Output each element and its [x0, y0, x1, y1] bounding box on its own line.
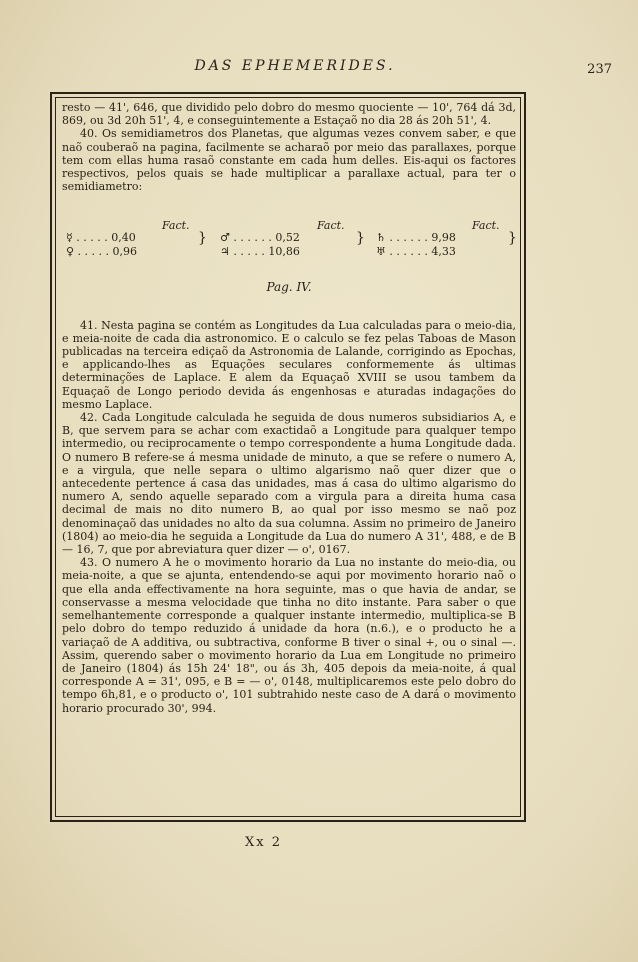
signature-mark: Xx 2: [245, 835, 282, 850]
factor-value: 9,98: [431, 231, 456, 245]
brace-icon: }: [356, 230, 365, 247]
page-number: 237: [587, 62, 612, 77]
factors-table: [62, 219, 516, 259]
brace-icon: }: [508, 230, 517, 247]
paragraph-42: 42. Cada Longitude calculada he seguida de dous numeros subsidiarios A, e B, que servem para se achar com exactidaõ a Longitude para qualquer tempo intermedio, ou reciprocamente o tempo correspondente a huma Longitude dada. O numero B refere-se á mesma unidade de minuto, a que se refere o numero A, e a virgula, que nelle separa o ultimo algarismo naõ quer dizer que o antecedente pertence á casa das unidades, mas á casa do ultimo algarismo do numero A, sendo aquelle separado com a virgula para a direita huma casa decimal de mais no dito numero B, ao qual por isso mesmo se naõ poz denominaçaõ das unidades no alto da sua columna. Assim no primeiro de Janeiro (1804) ao meio-dia he seguida a Longitude da Lua do numero A 31', 488, e de B — 16, 7, que por abreviatura quer dizer — o', 0167.: [62, 411, 516, 557]
paragraph-41: 41. Nesta pagina se contém as Longitudes da Lua calculadas para o meio-dia, e meia-noite de cada dia astronomico. E o calculo se fez pelas Taboas de Mason publicadas na terceira ediçaõ da Astronomia de Lalande, corrigindo as Epochas, e applicando-lhes as Equações seculares conformemente ás ultimas determinações de Laplace. E alem da Equaçaõ XVIII se usou tambem da Equaçaõ de Longo periodo devida ás engenhosas e aturadas indagações do mesmo Laplace.: [62, 318, 516, 411]
factor-value: 0,96: [112, 245, 138, 259]
factor-value: 10,86: [268, 245, 300, 259]
factor-value: 0,52: [275, 231, 300, 245]
factor-heading: Fact.: [472, 219, 500, 233]
planet-symbol: ♀: [66, 245, 75, 259]
planet-symbol: ♂: [220, 231, 230, 245]
factor-heading: Fact.: [317, 219, 345, 233]
running-title: DAS EPHEMERIDES.: [194, 58, 396, 74]
planet-symbol: ♄: [376, 231, 386, 245]
factor-row: ♅ . . . . . . 4,33: [376, 245, 456, 259]
factor-value: 0,40: [111, 231, 136, 245]
text-block: [62, 101, 516, 715]
brace-icon: }: [198, 230, 207, 247]
factor-row: ♀ . . . . . 0,96: [66, 245, 138, 259]
planet-symbol: ♅: [376, 245, 386, 259]
paragraph-43: 43. O numero A he o movimento horario da Lua no instante do meio-dia, ou meia-noite, a que se ajunta, entendendo-se aqui por movimento horario naõ o que ella anda effectivamente na hora seguinte, mas o que havia de andar, se conservasse a mesma velocidade que tinha no dito instante. Para saber o que semelhantemente corresponde a qualquer instante intermedio, multiplica-se B pelo dobro do tempo reduzido á unidade da hora (n.6.), e o producto he a variaçaõ de A additiva, ou subtractiva, conforme B tiver o sinal +, ou o sinal —. Assim, querendo saber o movimento horario da Lua em Longitude no primeiro de Janeiro (1804) ás 15h 24' 18", ou ás 3h, 405 depois da meia-noite, á qual corresponde A = 31', 095, e B = — o', 0148, multiplicaremos este pelo dobro do tempo 6h,81, e o producto o', 101 subtrahido neste caso de A dará o movimento horario procurado 30', 994.: [62, 556, 516, 715]
factor-row: ♂ . . . . . . 0,52: [220, 231, 300, 245]
factor-row: ♄ . . . . . . 9,98: [376, 231, 456, 245]
factor-value: 4,33: [431, 245, 456, 259]
section-title: Pag. IV.: [266, 280, 312, 295]
factor-row: ☿ . . . . . 0,40: [66, 231, 136, 245]
paragraph-40: 40. Os semidiametros dos Planetas, que algumas vezes convem saber, e que naõ couberaõ na pagina, facilmente se acharaõ por meio das parallaxes, porque tem com ellas huma rasaõ constante em cada hum delles. Eis-aqui os factores respectivos, pelos quais se hade multiplicar a parallaxe actual, para ter o semidiametro:: [62, 127, 516, 194]
planet-symbol: ☿: [66, 231, 73, 245]
paragraph-resto: resto — 41', 646, que dividido pelo dobro do mesmo quociente — 10', 764 dá 3d, 869, ou 3d 20h 51', 4, e conseguintemente a Estaçaõ no dia 28 ás 20h 51', 4.: [62, 101, 516, 128]
planet-symbol: ♃: [220, 245, 230, 259]
factor-row: ♃ . . . . . 10,86: [220, 245, 300, 259]
factor-heading: Fact.: [162, 219, 190, 233]
